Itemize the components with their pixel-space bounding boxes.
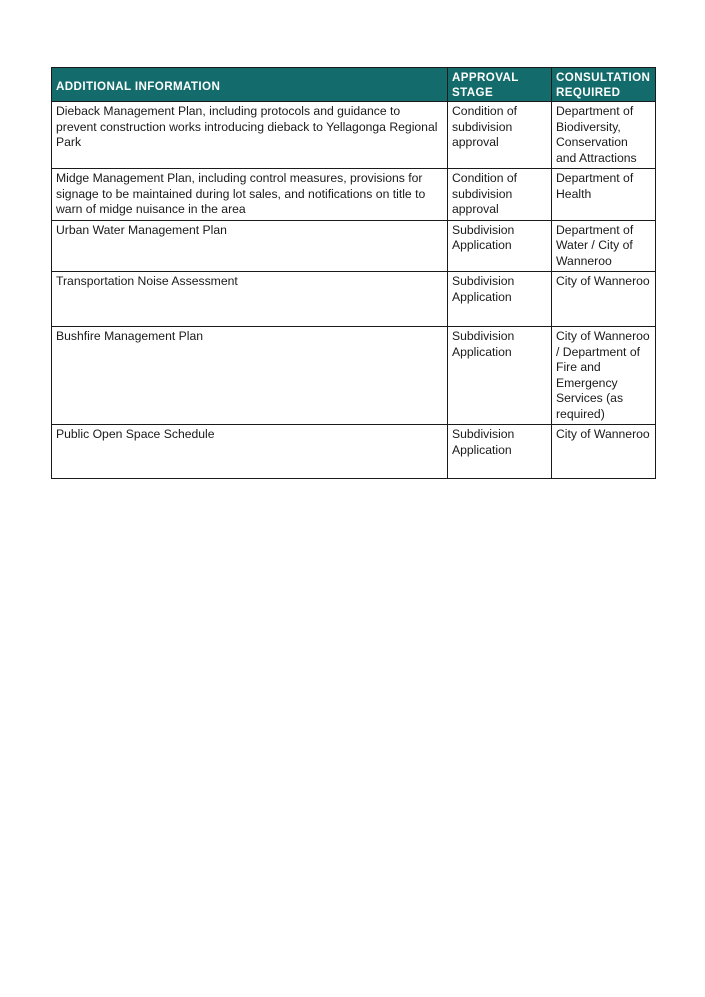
- table-row: [52, 169, 656, 221]
- stage-cell: Subdivision Application: [448, 425, 552, 479]
- stage-cell: Subdivision Application: [448, 327, 552, 425]
- stage-cell: Condition of subdivision approval: [448, 102, 552, 169]
- info-cell: Bushfire Management Plan: [52, 327, 448, 425]
- header-additional-information: ADDITIONAL INFORMATION: [52, 68, 448, 102]
- header-row: [52, 68, 656, 102]
- consultation-cell: Department of Health: [552, 169, 656, 221]
- stage-cell: Subdivision Application: [448, 272, 552, 327]
- table-body: [52, 102, 656, 479]
- table-row: [52, 102, 656, 169]
- table-header: [52, 68, 656, 102]
- info-cell: Urban Water Management Plan: [52, 220, 448, 272]
- header-consultation-required: CONSULTATION REQUIRED: [552, 68, 656, 102]
- info-cell: Public Open Space Schedule: [52, 425, 448, 479]
- additional-information-table: [51, 67, 656, 479]
- header-approval-stage: APPROVAL STAGE: [448, 68, 552, 102]
- stage-cell: Subdivision Application: [448, 220, 552, 272]
- info-cell: Dieback Management Plan, including protocols and guidance to prevent construction works introducing dieback to Yellagonga Regional Park: [52, 102, 448, 169]
- consultation-cell: Department of Water / City of Wanneroo: [552, 220, 656, 272]
- info-cell: Midge Management Plan, including control measures, provisions for signage to be maintained during lot sales, and notifications on title to warn of midge nuisance in the area: [52, 169, 448, 221]
- consultation-cell: Department of Biodiversity, Conservation and Attractions: [552, 102, 656, 169]
- table-row: [52, 327, 656, 425]
- table-row: [52, 425, 656, 479]
- stage-cell: Condition of subdivision approval: [448, 169, 552, 221]
- table-row: [52, 220, 656, 272]
- consultation-cell: City of Wanneroo: [552, 425, 656, 479]
- consultation-cell: City of Wanneroo: [552, 272, 656, 327]
- info-cell: Transportation Noise Assessment: [52, 272, 448, 327]
- consultation-cell: City of Wanneroo / Department of Fire and Emergency Services (as required): [552, 327, 656, 425]
- table-row: [52, 272, 656, 327]
